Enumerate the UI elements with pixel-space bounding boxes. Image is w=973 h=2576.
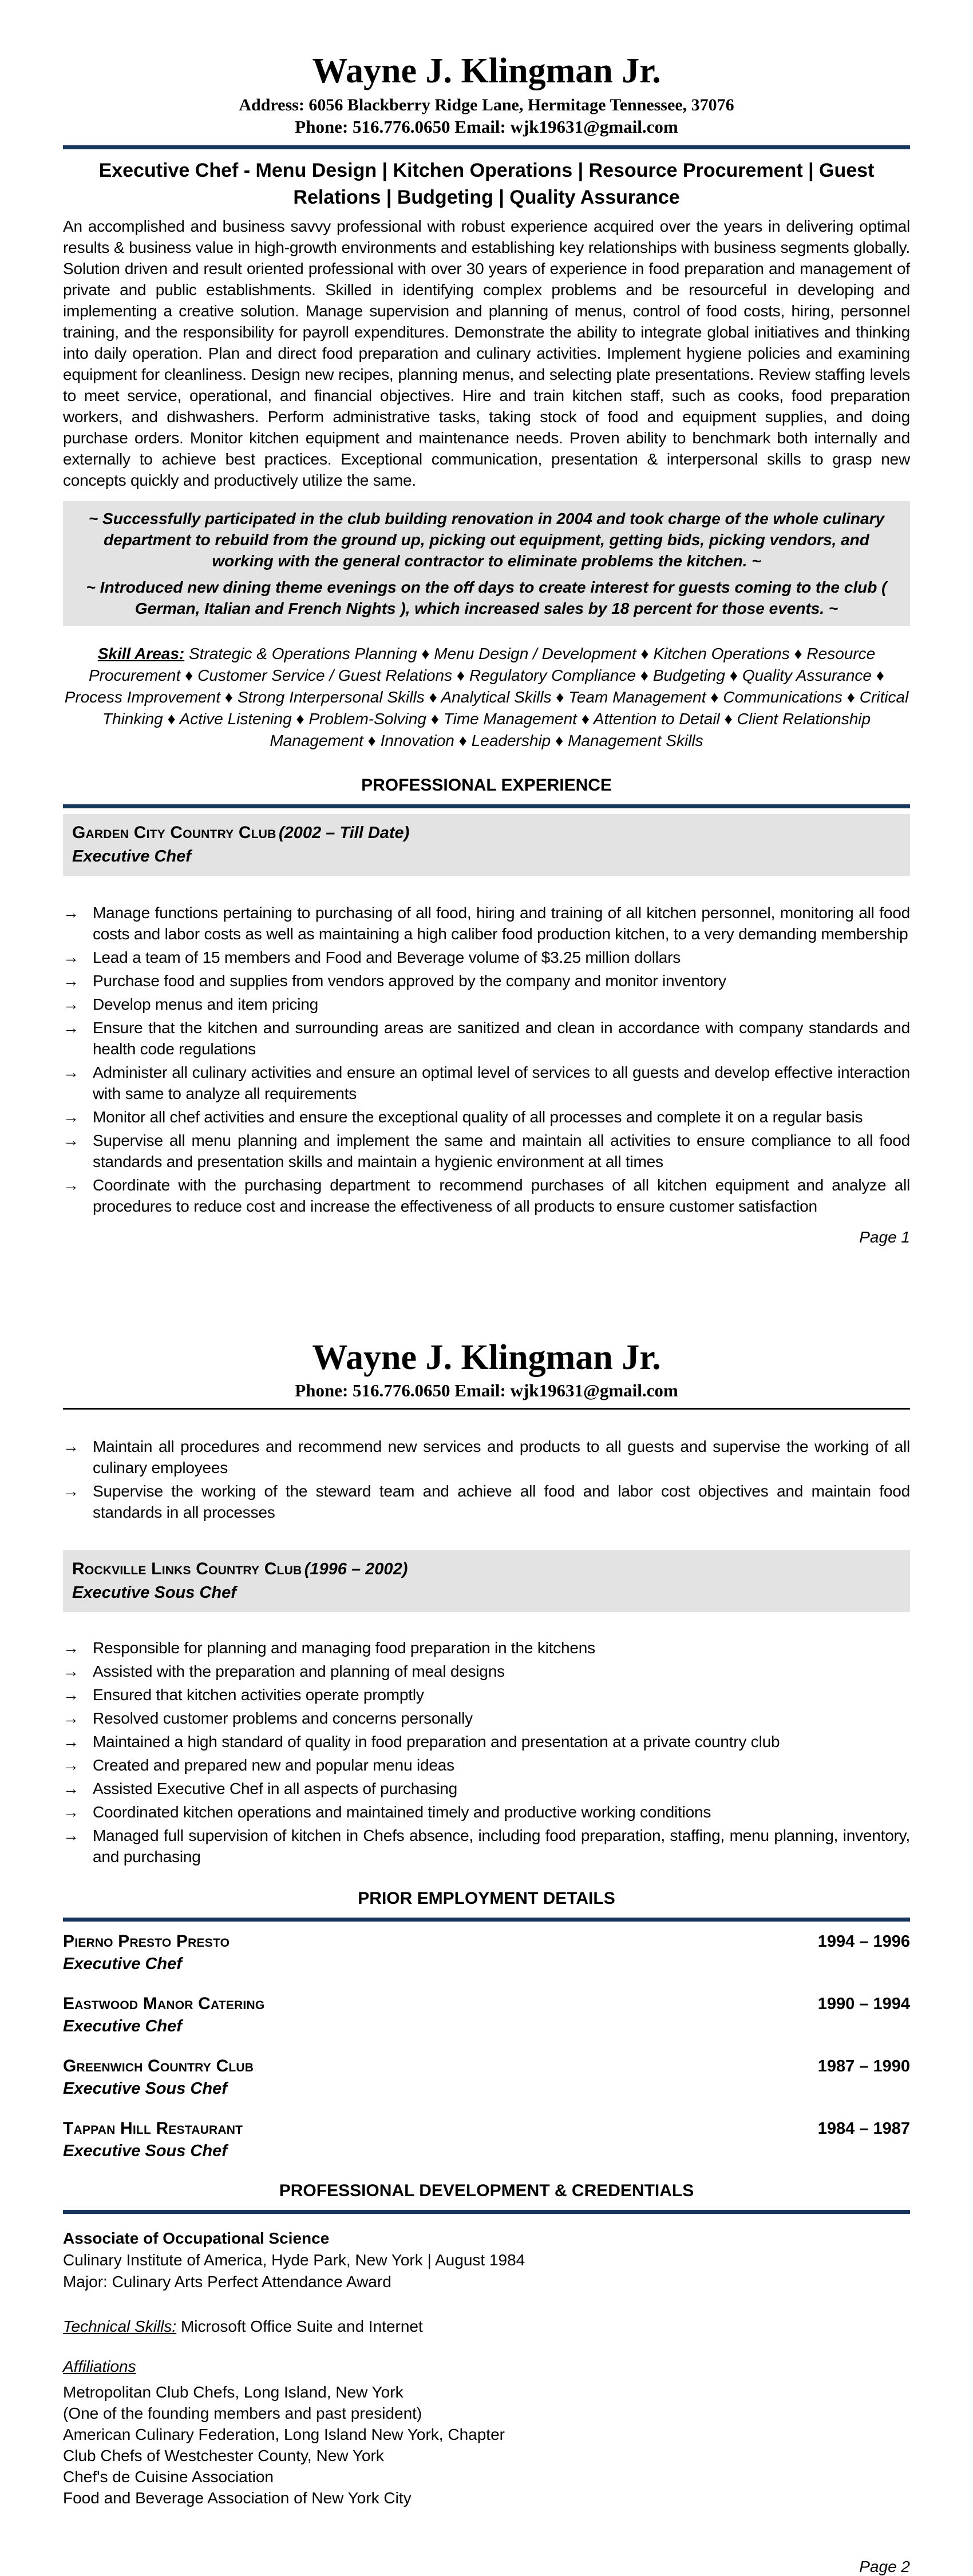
- arrow-bullet-icon: →: [63, 904, 79, 922]
- prior-employment-list: [63, 1932, 910, 2161]
- section-heading-credentials: PROFESSIONAL DEVELOPMENT & CREDENTIALS: [279, 2181, 694, 2200]
- education-block: [63, 2228, 910, 2293]
- employment-dates: 1990 – 1994: [817, 1995, 910, 2013]
- affiliations-list: [63, 2381, 910, 2508]
- affiliation-item: (One of the founding members and past president): [63, 2404, 422, 2422]
- section-divider: [63, 804, 910, 808]
- job-title: Executive Chef: [72, 847, 191, 866]
- continued-bullet-list: [63, 1436, 910, 1523]
- section-heading-professional-experience: PROFESSIONAL EXPERIENCE: [361, 776, 612, 795]
- page-number-2: Page 2: [859, 2558, 910, 2575]
- header-divider-page2: [63, 1408, 910, 1410]
- job-header-rockville: [63, 1550, 910, 1612]
- phone-email-line-page2: Phone: 516.776.0650 Email: wjk19631@gmail.com: [295, 1380, 678, 1400]
- prior-employment-entry: [63, 1932, 910, 1974]
- prior-employment-entry: [63, 2119, 910, 2161]
- skill-areas: [63, 643, 910, 752]
- arrow-bullet-icon: →: [63, 1019, 79, 1037]
- experience-bullet: → Managed full supervision of kitchen in Chefs absence, including food preparation, staffing, menu planning, inventory, and purchasing: [63, 1825, 910, 1867]
- affiliation-item: Metropolitan Club Chefs, Long Island, New York: [63, 2383, 404, 2401]
- employment-dates: 1994 – 1996: [817, 1932, 910, 1951]
- arrow-bullet-icon: →: [63, 1780, 79, 1797]
- job-title: Executive Sous Chef: [72, 1583, 236, 1602]
- arrow-bullet-icon: →: [63, 948, 79, 966]
- arrow-bullet-icon: →: [63, 1709, 79, 1727]
- experience-bullet: → Ensure that the kitchen and surrounding areas are sanitized and clean in accordance with company standards and health code regulations: [63, 1017, 910, 1059]
- arrow-bullet-icon: →: [63, 1827, 79, 1844]
- experience-bullet: → Coordinate with the purchasing department to recommend purchases of all kitchen equipment and analyze all procedures to reduce cost and increase the effectiveness of all products to ensure customer satisfaction: [63, 1174, 910, 1217]
- experience-bullet: → Monitor all chef activities and ensure the exceptional quality of all processes and complete it on a regular basis: [63, 1106, 910, 1128]
- experience-bullet-list-2: [63, 1637, 910, 1867]
- experience-bullet: → Assisted Executive Chef in all aspects of purchasing: [63, 1778, 910, 1799]
- affiliation-item: Food and Beverage Association of New York City: [63, 2489, 412, 2507]
- experience-bullet-list: [63, 902, 910, 1217]
- candidate-name-page2: Wayne J. Klingman Jr.: [312, 1338, 661, 1377]
- page-1: [63, 50, 910, 1247]
- prior-employment-entry: [63, 1994, 910, 2036]
- professional-summary: An accomplished and business savvy professional with robust experience acquired over the years in delivering optimal results & business value in high-growth environments and establishing key relationships with business segments globally. Solution driven and result oriented professional with over 30 years of experience in food preparation and management of private and public establishments. Skilled in identifying complex problems and be resourceful in developing and implementing a creative solution. Manage supervision and planning of menus, control of food costs, hiring, personnel training, and the responsibility for payroll expenditures. Demonstrate the ability to integrate global initiatives and thinking into daily operation. Plan and direct food preparation and culinary activities. Implement hygiene policies and examining equipment for cleanliness. Design new recipes, planning menus, and selecting plate presentations. Review staffing levels to meet service, operational, and financial objectives. Hire and train kitchen staff, such as cooks, food preparation workers, and dishwashers. Perform administrative tasks, taking stock of food and equipment supplies, and doing purchase orders. Monitor kitchen equipment and maintenance needs. Proven ability to benchmark both internally and externally to achieve best practices. Exceptional communication, presentation & interpersonal skills to grasp new concepts quickly and productively utilize the same.: [63, 217, 910, 489]
- experience-bullet: → Manage functions pertaining to purchasing of all food, hiring and training of all kitchen personnel, monitoring all food costs and labor costs as well as maintaining a high caliber food production kitchen, to a very demanding membership: [63, 902, 910, 944]
- affiliation-item: American Culinary Federation, Long Island New York, Chapter: [63, 2426, 505, 2443]
- technical-skills-label: Technical Skills:: [63, 2317, 177, 2335]
- arrow-bullet-icon: →: [63, 1803, 79, 1821]
- achievements-highlight-box: [63, 501, 910, 626]
- experience-bullet: → Responsible for planning and managing food preparation in the kitchens: [63, 1637, 910, 1658]
- employment-dates: (2002 – Till Date): [278, 824, 410, 842]
- arrow-bullet-icon: →: [63, 1733, 79, 1751]
- headline-roles: Executive Chef - Menu Design | Kitchen Operations | Resource Procurement | Guest Relations | Budgeting | Quality Assurance: [98, 160, 875, 208]
- employment-dates: (1996 – 2002): [304, 1560, 408, 1578]
- experience-bullet: → Administer all culinary activities and ensure an optimal level of services to all guests and develop effective interaction with same to analyze all requirements: [63, 1062, 910, 1104]
- job-title: Executive Sous Chef: [63, 2079, 227, 2098]
- arrow-bullet-icon: →: [63, 1639, 79, 1657]
- affiliation-item: Chef's de Cuisine Association: [63, 2468, 274, 2486]
- experience-bullet: → Purchase food and supplies from vendors approved by the company and monitor inventory: [63, 970, 910, 991]
- achievement-item: ~ Introduced new dining theme evenings on the off days to create interest for guests coming to the club ( German, Italian and French Nights ), which increased sales by 18 percent for those events. ~: [86, 578, 887, 617]
- arrow-bullet-icon: →: [63, 1482, 79, 1500]
- affiliation-item: Club Chefs of Westchester County, New York: [63, 2447, 384, 2464]
- arrow-bullet-icon: →: [63, 995, 79, 1013]
- job-title: Executive Chef: [63, 1955, 182, 1973]
- arrow-bullet-icon: →: [63, 1063, 79, 1081]
- arrow-bullet-icon: →: [63, 972, 79, 990]
- company-name: Pierno Presto Presto: [63, 1932, 230, 1951]
- prior-employment-entry: [63, 2057, 910, 2098]
- phone-email-line: Phone: 516.776.0650 Email: wjk19631@gmail.com: [295, 117, 678, 137]
- experience-bullet: → Supervise all menu planning and implement the same and maintain all activities to ensure compliance to all food standards and presentation skills and maintain a hygienic environment at all times: [63, 1130, 910, 1172]
- experience-bullet: → Coordinated kitchen operations and maintained timely and productive working conditions: [63, 1801, 910, 1823]
- major-line: Major: Culinary Arts Perfect Attendance Award: [63, 2273, 391, 2291]
- company-name: Eastwood Manor Catering: [63, 1994, 265, 2013]
- skill-areas-label: Skill Areas:: [97, 645, 185, 662]
- arrow-bullet-icon: →: [63, 1662, 79, 1680]
- company-name: Greenwich Country Club: [63, 2057, 254, 2075]
- experience-bullet: → Resolved customer problems and concerns personally: [63, 1708, 910, 1729]
- job-title: Executive Sous Chef: [63, 2142, 227, 2160]
- technical-skills-text: Microsoft Office Suite and Internet: [176, 2317, 423, 2335]
- job-header-garden-city: [63, 814, 910, 876]
- experience-bullet: → Lead a team of 15 members and Food and Beverage volume of $3.25 million dollars: [63, 947, 910, 968]
- page-2: [63, 1337, 910, 2576]
- achievement-item: ~ Successfully participated in the club building renovation in 2004 and took charge of the whole culinary department to rebuild from the ground up, picking out equipment, getting bids, picking vendors, and working with the general contractor to eliminate problems the kitchen. ~: [88, 510, 885, 570]
- experience-bullet: → Develop menus and item pricing: [63, 994, 910, 1015]
- company-name: Rockville Links Country Club: [72, 1559, 302, 1578]
- experience-bullet: → Maintain all procedures and recommend new services and products to all guests and supervise the working of all culinary employees: [63, 1436, 910, 1478]
- job-title: Executive Chef: [63, 2017, 182, 2035]
- skill-areas-text: Strategic & Operations Planning ♦ Menu Design / Development ♦ Kitchen Operations ♦ Resource Procurement ♦ Customer Service / Guest Relations ♦ Regulatory Compliance ♦ Budgeting ♦ Quality Assurance ♦ Process Improvement ♦ Strong Interpersonal Skills ♦ Analytical Skills ♦ Team Management ♦ Communications ♦ Critical Thinking ♦ Active Listening ♦ Problem-Solving ♦ Time Management ♦ Attention to Detail ♦ Client Relationship Management ♦ Innovation ♦ Leadership ♦ Management Skills: [64, 645, 909, 749]
- technical-skills-line: [63, 2316, 910, 2337]
- degree-name: Associate of Occupational Science: [63, 2229, 330, 2247]
- experience-bullet: → Ensured that kitchen activities operate promptly: [63, 1684, 910, 1705]
- resume-document: [0, 50, 973, 2576]
- arrow-bullet-icon: →: [63, 1108, 79, 1126]
- experience-bullet: → Assisted with the preparation and planning of meal designs: [63, 1661, 910, 1682]
- arrow-bullet-icon: →: [63, 1132, 79, 1149]
- affiliations-label: Affiliations: [63, 2357, 136, 2375]
- arrow-bullet-icon: →: [63, 1686, 79, 1704]
- experience-bullet: → Maintained a high standard of quality in food preparation and presentation at a private country club: [63, 1731, 910, 1752]
- candidate-name: Wayne J. Klingman Jr.: [312, 51, 661, 90]
- arrow-bullet-icon: →: [63, 1176, 79, 1194]
- experience-bullet: → Supervise the working of the steward team and achieve all food and labor cost objectives and maintain food standards in all processes: [63, 1480, 910, 1523]
- company-name: Garden City Country Club: [72, 823, 276, 842]
- employment-dates: 1987 – 1990: [817, 2057, 910, 2075]
- employment-dates: 1984 – 1987: [817, 2119, 910, 2138]
- school-line: Culinary Institute of America, Hyde Park, New York | August 1984: [63, 2251, 525, 2269]
- section-heading-prior-employment: PRIOR EMPLOYMENT DETAILS: [358, 1889, 615, 1908]
- page-number-1: Page 1: [859, 1228, 910, 1246]
- section-divider: [63, 2210, 910, 2214]
- header-divider: [63, 145, 910, 149]
- arrow-bullet-icon: →: [63, 1438, 79, 1455]
- section-divider: [63, 1918, 910, 1922]
- company-name: Tappan Hill Restaurant: [63, 2119, 243, 2138]
- experience-bullet: → Created and prepared new and popular menu ideas: [63, 1755, 910, 1776]
- arrow-bullet-icon: →: [63, 1756, 79, 1774]
- address-line: Address: 6056 Blackberry Ridge Lane, Hermitage Tennessee, 37076: [239, 96, 734, 114]
